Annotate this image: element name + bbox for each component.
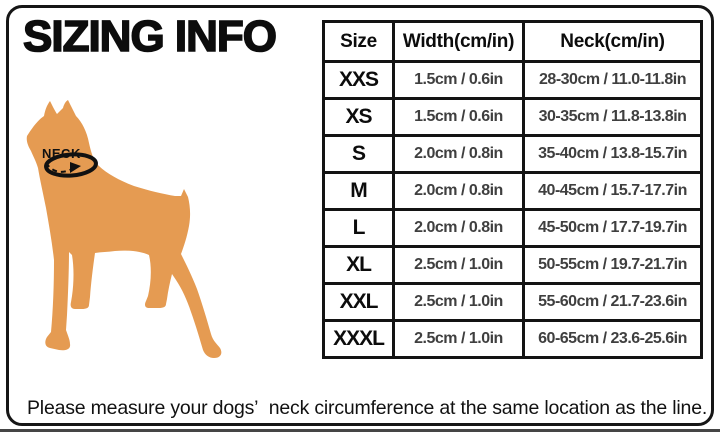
table-row <box>324 173 702 210</box>
width-cell: 2.0cm / 0.8in <box>394 136 524 173</box>
width-cell: 2.5cm / 1.0in <box>394 321 524 358</box>
header-width: Width(cm/in) <box>394 22 524 62</box>
header-size: Size <box>324 22 394 62</box>
neck-cell: 45-50cm / 17.7-19.7in <box>524 210 702 247</box>
size-cell: M <box>324 173 394 210</box>
width-cell: 2.5cm / 1.0in <box>394 247 524 284</box>
page-title: SIZING INFO <box>23 12 276 61</box>
table-row <box>324 136 702 173</box>
width-cell: 2.0cm / 0.8in <box>394 210 524 247</box>
measure-instruction-note: Please measure your dogs’ neck circumference at the same location as the line. <box>27 397 708 419</box>
width-cell: 2.0cm / 0.8in <box>394 173 524 210</box>
neck-label: NECK <box>42 146 81 161</box>
dog-silhouette <box>27 100 222 358</box>
size-cell: XXL <box>324 284 394 321</box>
table-header-row <box>324 22 702 62</box>
header-neck: Neck(cm/in) <box>524 22 702 62</box>
size-cell: XS <box>324 99 394 136</box>
neck-cell: 40-45cm / 15.7-17.7in <box>524 173 702 210</box>
table-row <box>324 247 702 284</box>
neck-cell: 55-60cm / 21.7-23.6in <box>524 284 702 321</box>
neck-cell: 30-35cm / 11.8-13.8in <box>524 99 702 136</box>
neck-cell: 60-65cm / 23.6-25.6in <box>524 321 702 358</box>
neck-cell: 28-30cm / 11.0-11.8in <box>524 62 702 99</box>
neck-cell: 35-40cm / 13.8-15.7in <box>524 136 702 173</box>
size-cell: XL <box>324 247 394 284</box>
size-chart-table <box>322 20 703 359</box>
size-cell: XXXL <box>324 321 394 358</box>
size-cell: S <box>324 136 394 173</box>
table-row <box>324 62 702 99</box>
width-cell: 1.5cm / 0.6in <box>394 99 524 136</box>
size-cell: XXS <box>324 62 394 99</box>
table-row <box>324 321 702 358</box>
size-table-body <box>324 62 702 358</box>
neck-cell: 50-55cm / 19.7-21.7in <box>524 247 702 284</box>
width-cell: 1.5cm / 0.6in <box>394 62 524 99</box>
width-cell: 2.5cm / 1.0in <box>394 284 524 321</box>
table-row <box>324 284 702 321</box>
table-row <box>324 210 702 247</box>
table-row <box>324 99 702 136</box>
size-cell: L <box>324 210 394 247</box>
dog-illustration <box>0 0 320 390</box>
